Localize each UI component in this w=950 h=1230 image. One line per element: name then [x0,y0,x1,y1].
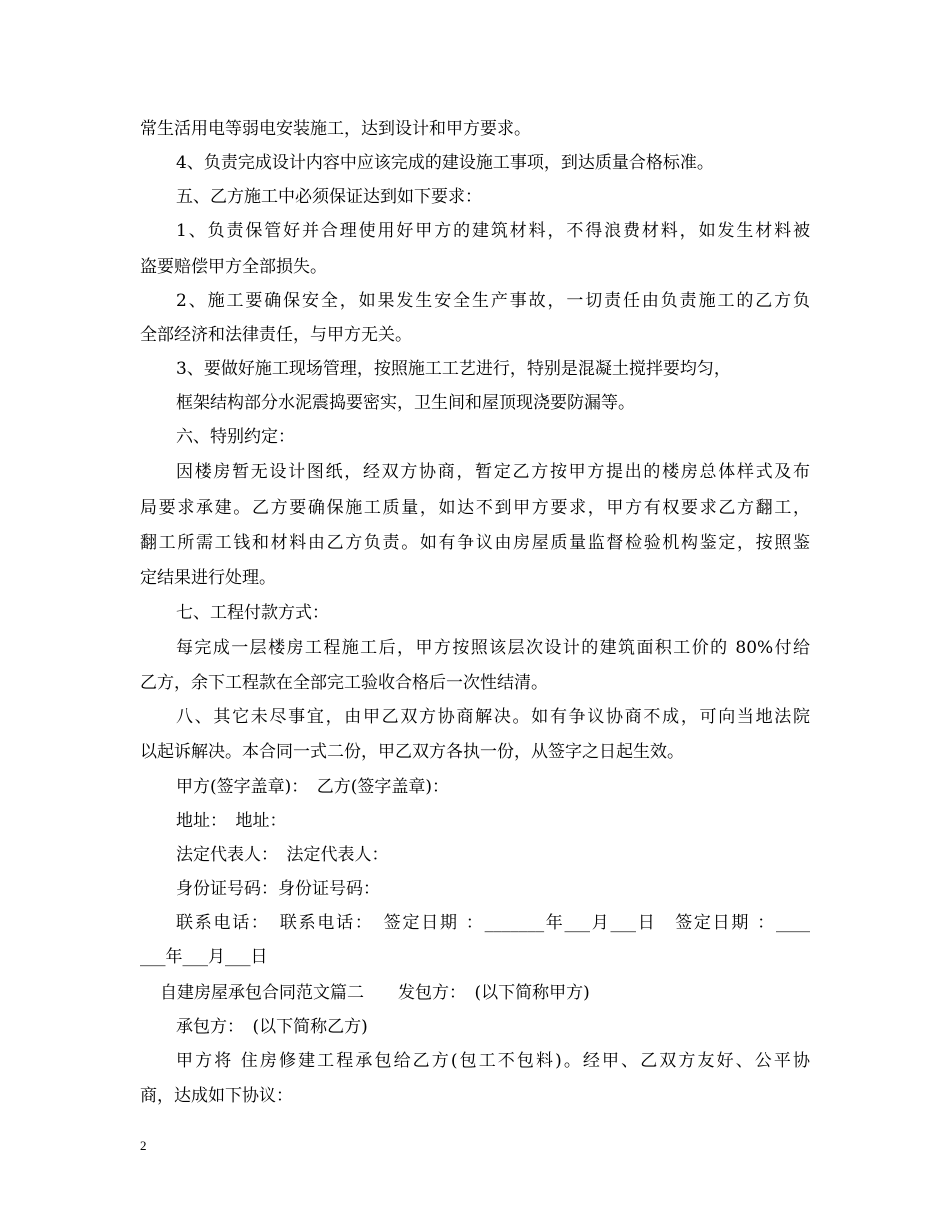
text-line: 以起诉解决。本合同一式二份，甲乙双方各执一份，从签字之日起生效。 [140,742,684,762]
page-number: 2 [140,1138,147,1153]
text-line: 商，达成如下协议： [140,1086,293,1106]
text-line: 翻工所需工钱和材料由乙方负责。如有争议由房屋质量监督检验机构鉴定，按照鉴 [140,533,810,553]
text-line: 六、特别约定： [176,427,295,447]
text-line: 联系电话： 联系电话： 签定日期 ：_______年___月___日 签定日期 ：____ [176,913,810,933]
text-line: 每完成一层楼房工程施工后，甲方按照该层次设计的建筑面积工价的 80%付给 [176,638,810,658]
text-line: 因楼房暂无设计图纸，经双方协商，暂定乙方按甲方提出的楼房总体样式及布 [176,462,810,482]
text-line: 局要求承建。乙方要确保施工质量，如达不到甲方要求，甲方有权要求乙方翻工， [140,498,810,518]
text-line: 自建房屋承包合同范文篇二 发包方： (以下简称甲方) [160,983,590,1003]
text-line: 4、负责完成设计内容中应该完成的建设施工事项，到达质量合格标准。 [176,153,714,173]
text-line: 常生活用电等弱电安装施工，达到设计和甲方要求。 [140,119,531,139]
text-line: 甲方将 住房修建工程承包给乙方(包工不包料)。经甲、乙双方友好、公平协 [176,1051,810,1071]
text-line: 甲方(签字盖章)： 乙方(签字盖章)： [176,777,450,797]
text-line: 3、要做好施工现场管理，按照施工工艺进行，特别是混凝土搅拌要均匀， [176,359,731,379]
text-line: 七、工程付款方式： [176,603,329,623]
text-line: 地址： 地址： [176,811,287,831]
text-line: 全部经济和法律责任，与甲方无关。 [140,325,412,345]
text-line: 五、乙方施工中必须保证达到如下要求： [176,187,482,207]
text-line: 2、施工要确保安全，如果发生安全生产事故，一切责任由负责施工的乙方负 [176,291,810,311]
text-line: 框架结构部分水泥震捣要密实，卫生间和屋顶现浇要防漏等。 [176,393,635,413]
text-line: ___年___月___日 [140,947,268,967]
text-line: 乙方，余下工程款在全部完工验收合格后一次性结清。 [140,673,548,693]
text-line: 身份证号码：身份证号码： [176,879,380,899]
text-line: 1、负责保管好并合理使用好甲方的建筑材料，不得浪费材料，如发生材料被 [176,221,810,241]
text-line: 八、其它未尽事宜，由甲乙双方协商解决。如有争议协商不成，可向当地法院 [176,707,810,727]
text-line: 定结果进行处理。 [140,568,276,588]
text-line: 承包方： (以下简称乙方) [176,1017,368,1037]
text-line: 盗要赔偿甲方全部损失。 [140,257,327,277]
text-line: 法定代表人： 法定代表人： [176,845,389,865]
